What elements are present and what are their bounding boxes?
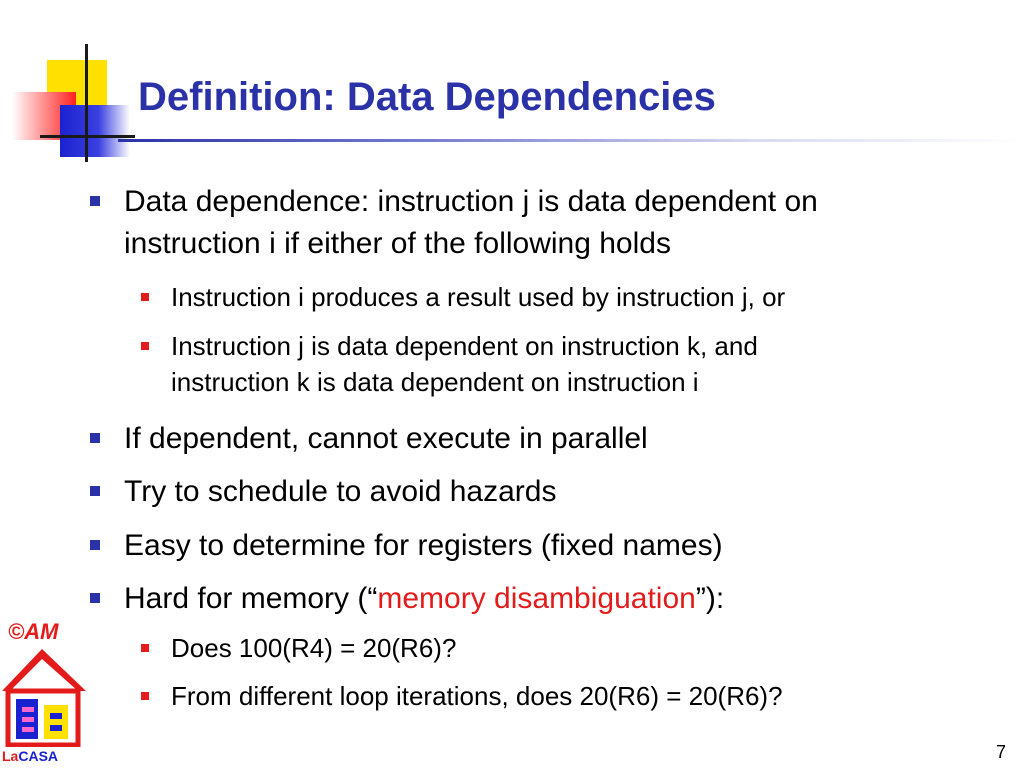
square-bullet-icon bbox=[90, 433, 100, 443]
bullet-text-line: Try to schedule to avoid hazards bbox=[124, 475, 557, 508]
bullet-text-line: instruction k is data dependent on instruction i bbox=[171, 367, 699, 397]
house-logo-icon bbox=[0, 647, 90, 747]
copyright-label: ©AM bbox=[8, 619, 59, 644]
bullet-text-line: If dependent, cannot execute in parallel bbox=[124, 422, 648, 455]
sub-bullet-does-100-r4 bbox=[171, 630, 1001, 666]
bullet-text-line: instruction i if either of the following holds bbox=[124, 227, 671, 260]
square-bullet-icon bbox=[90, 540, 100, 550]
bullet-text-line bbox=[124, 578, 1004, 620]
bullet-text-line: Does 100(R4) = 20(R6)? bbox=[171, 633, 457, 663]
wordmark-prefix: La bbox=[2, 748, 19, 764]
bullet-text-suffix: ”): bbox=[695, 582, 725, 615]
bullet-registers-easy bbox=[124, 525, 1004, 567]
square-bullet-icon bbox=[90, 593, 100, 603]
sub-bullet-transitive-dependence bbox=[171, 328, 1001, 400]
lacasa-wordmark bbox=[2, 748, 58, 764]
wordmark-suffix: CASA bbox=[18, 748, 59, 764]
bullet-text-line: Instruction i produces a result used by instruction j, or bbox=[171, 282, 786, 312]
highlighted-term: memory disambiguation bbox=[377, 582, 696, 615]
bullet-memory-hard bbox=[124, 578, 1004, 620]
bullet-cannot-execute-parallel bbox=[124, 418, 1004, 460]
bullet-text-prefix: Hard for memory (“ bbox=[124, 582, 378, 615]
square-bullet-icon bbox=[141, 644, 149, 652]
bullet-text-line: From different loop iterations, does 20(R6) = 20(R6)? bbox=[171, 681, 783, 711]
page-number: 7 bbox=[996, 742, 1007, 762]
bullet-text-line: Easy to determine for registers (fixed names) bbox=[124, 529, 723, 562]
bullet-text-line: Instruction j is data dependent on instruction k, and bbox=[171, 331, 758, 361]
slide-title: Definition: Data Dependencies bbox=[138, 75, 716, 119]
bullet-data-dependence bbox=[124, 181, 1004, 265]
square-bullet-icon bbox=[141, 692, 149, 700]
square-bullet-icon bbox=[90, 486, 100, 496]
square-bullet-icon bbox=[141, 342, 149, 350]
bullet-schedule-avoid-hazards bbox=[124, 471, 1004, 513]
square-bullet-icon bbox=[141, 293, 149, 301]
sub-bullet-produces-result bbox=[171, 279, 1001, 315]
lacasa-logo bbox=[0, 615, 90, 768]
bullet-text-line: Data dependence: instruction j is data dependent on bbox=[124, 185, 818, 218]
square-bullet-icon bbox=[90, 196, 100, 206]
sub-bullet-loop-iterations bbox=[171, 678, 1001, 714]
